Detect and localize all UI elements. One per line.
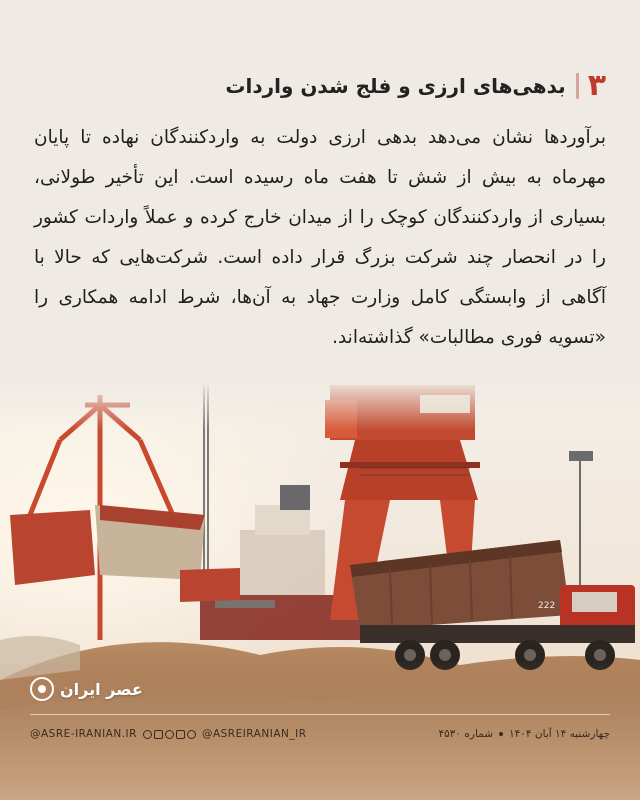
section-number: ۳ — [587, 68, 606, 103]
x-icon[interactable] — [187, 730, 196, 739]
body-paragraph: برآوردها نشان می‌دهد بدهی ارزی دولت به واردکنندگان نهاده تا پایان مهرماه به بیش از شش تا هفت ماه رسیده است. این تأخیر طولانی، بسیاری از واردکنندگان کوچک را از میدان خارج کرده و عملاً واردات کشور را در انحصار چند شرکت بزرگ قرار داده است. شرکت‌هایی که حالا با آگاهی از وابستگی کامل وزارت جهاد به آن‌ها، شرط ادامه همکاری را «تسویه فوری مطالبات» گذاشته‌اند. — [34, 127, 606, 348]
handle-left[interactable]: @ASRE-IRANIAN.IR — [30, 728, 137, 740]
eitaa-icon[interactable] — [165, 730, 174, 739]
footer — [30, 724, 610, 744]
issue-info — [438, 728, 610, 740]
title-divider — [576, 73, 579, 99]
logo-text: عصر ایران — [60, 679, 143, 699]
handle-right[interactable]: @ASREIRANIAN_IR — [201, 728, 307, 740]
section-header — [225, 66, 606, 106]
separator-dot — [499, 732, 503, 736]
footer-divider — [30, 714, 610, 715]
social-icons-group — [143, 730, 196, 739]
issue-number: شماره ۴۵۳۰ — [438, 728, 494, 740]
instagram-icon[interactable] — [154, 730, 163, 739]
telegram-icon[interactable] — [143, 730, 152, 739]
bale-icon[interactable] — [176, 730, 185, 739]
section-title: بدهی‌های ارزی و فلج شدن واردات — [225, 74, 566, 98]
publish-date: چهارشنبه ۱۴ آبان ۱۴۰۴ — [509, 728, 610, 740]
brand-logo — [30, 676, 143, 702]
logo-icon — [30, 677, 54, 701]
social-handles — [30, 728, 307, 740]
